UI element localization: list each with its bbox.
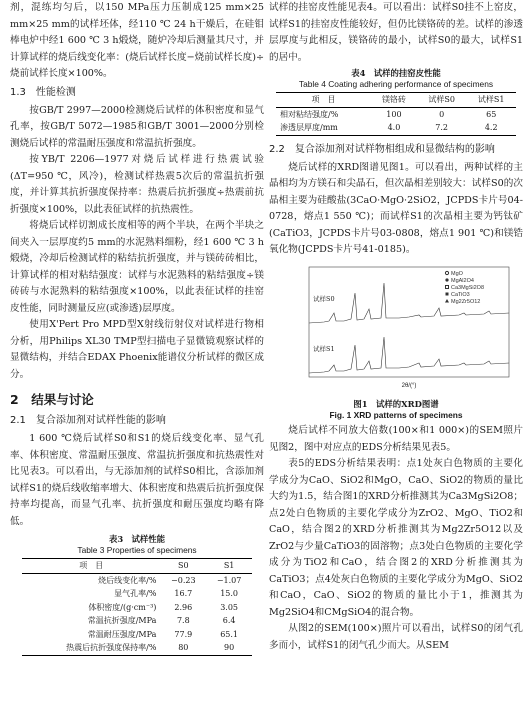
table4-caption-cn: 表4 试样的挂窑皮性能	[351, 68, 441, 78]
section-heading-2-2: 2.2 复合添加剂对试样物相组成和显微结构的影响	[269, 143, 495, 155]
table-cell: 6.4	[222, 616, 236, 625]
paragraph: 表5的EDS分析结果表明：点1处灰白色物质的主要化学成分为CaO、SiO2和MgO，CaO、SiO2的物质的量比大约为1.5，结合图1的XRD分析推测其为Ca3MgSi2O8；点2处白色物质的主要化学成分为ZrO2、MgO、TiO2和CaO，结合图2的XRD分析推测其为Mg2Zr5O12以及ZrO2与少量CaTiO3的固溶物；点3处白色物质的主要化学成分为TiO2和CaO，结合图2的XRD分析推测其为CaTiO3；点4处灰白色物质的主要化学成分为MgO、SiO2和CaO，CaO、SiO2的物质的量比小于1，推测其为Mg2SiO4和CMgSiO4的混合物。	[269, 458, 523, 618]
table-row	[276, 107, 516, 121]
paragraph: 按YB/T 2206—1977对烧后试样进行热震试验(ΔT=950 ℃，风冷)，检测试样热震5次后的常温抗折强度，并计算其抗折强度保持率：热震后抗折强度÷热震前抗折强度×100%，以此表征试样的抗热震性。	[10, 154, 264, 215]
legend-label: MgO	[451, 270, 463, 277]
table-cell: −1.07	[216, 575, 242, 585]
table-cell: 7.8	[176, 616, 190, 625]
paragraph: 按GB/T 2997—2000检测烧后试样的体积密度和显气孔率，按GB/T 5072—1985和GB/T 3001—2000分别检测烧后试样的常温耐压强度和常温抗折强度。	[10, 104, 264, 149]
figure-caption-cn: 图1 试样的XRD图谱	[353, 399, 439, 409]
paragraph: 1 600 ℃烧后试样S0和S1的烧后线变化率、显气孔率、体积密度、常温耐压强度、常温抗折强度和抗热震性对比见表3。可以看出，与无添加剂的试样S0相比，含添加剂试样S1的烧后线收缩率增大、体积密度和热震后抗折强度保持率均提高，而显气孔率、抗折强度和耐压强度均略有降低。	[10, 433, 264, 527]
table-cell: 65	[486, 109, 497, 119]
section-heading-2-1: 2.1 复合添加剂对试样性能的影响	[10, 415, 166, 426]
plot-frame	[309, 267, 509, 377]
paragraph: 使用X'Pert Pro MPD型X射线衍射仪对试样进行物相分析，用Philips XL30 TMP型扫描电子显微镜观察试样的显微结构，并结合EDAX Phoenix能谱仪分析试样的微区成分。	[10, 319, 264, 380]
table-row	[22, 628, 252, 642]
paragraph: 烧后试样不同放大倍数(100×和1 000×)的SEM照片见图2，图中对应点的EDS分析结果见表5。	[269, 425, 523, 453]
paragraph: 从图2的SEM(100×)照片可以看出，试样S0的闭气孔多而小，试样S1的闭气孔少而大。从SEM	[269, 623, 523, 651]
table-cell: 常温抗折强度/MPa	[87, 616, 157, 625]
legend-label: Mg2Zr5O12	[451, 298, 481, 305]
table-header-row	[276, 93, 516, 108]
section-heading-1-3: 1.3 性能检测	[10, 86, 76, 98]
legend	[445, 271, 484, 305]
table-cell: 4.0	[387, 123, 401, 132]
table-cell: 相对粘结强度/%	[280, 109, 339, 119]
legend-marker	[445, 271, 448, 274]
table-cell: 烧后线变化率/%	[98, 575, 157, 585]
table-3	[22, 558, 252, 656]
table-header: S1	[223, 561, 235, 570]
table-cell: 热震后抗折强度保持率/%	[66, 643, 157, 652]
paragraph: 将烧后试样切割成长度相等的两个半块，在两个半块之间夹入一层厚度约5 mm的水泥熟料细粉，经1 600 ℃ 3 h煅烧，冷却后检测试样的粘结抗折强度，并与镁砖砖相比，计算试样的相对粘结强度：试样与水泥熟料的粘结强度÷镁砖砖与水泥熟料的粘结强度×100%，以此表征试样的挂窑皮性能，同时测量反应(或渗透)层厚度。	[10, 220, 264, 314]
figure-caption-en: Fig. 1 XRD patterns of specimens	[329, 410, 463, 420]
table3-caption-cn: 表3 试样性能	[108, 534, 166, 544]
legend-label: Ca3MgSi2O8	[451, 284, 485, 291]
table-header: 试样S1	[477, 95, 505, 104]
table-header: 项 目	[311, 95, 336, 104]
table-header-row	[22, 559, 252, 574]
xrd-figure	[269, 263, 523, 422]
table-cell: 90	[224, 643, 235, 652]
table-cell: 16.7	[174, 589, 193, 598]
table-cell: 4.2	[484, 123, 498, 132]
table-cell: 2.96	[174, 602, 193, 612]
legend-marker	[445, 278, 448, 281]
table-header: 试样S0	[428, 95, 455, 104]
table-cell: 体积密度/(g·cm⁻³)	[88, 602, 157, 612]
section-heading-2: 2 结果与讨论	[10, 392, 94, 407]
legend-marker	[446, 285, 449, 288]
table-cell: 100	[386, 109, 402, 119]
label-s1: 试样S1	[313, 344, 335, 353]
table-row	[22, 601, 252, 615]
paragraph: 烧后试样的XRD图谱见图1。可以看出，两种试样的主晶相均为方镁石和尖晶石，但次晶相差别较大：试样S0的次晶相主要为硅酸盐(3CaO·MgO·2SiO2，JCPDS卡片号04-0728，熔点1 550 ℃)；而试样S1的次晶相主要为钙钛矿(CaTiO3，JCPDS卡片号03-0808，熔点1 901 ℃)和镁锆氧化物(JCPDS卡片号41-0185)。	[269, 161, 523, 255]
right-column	[269, 0, 523, 654]
legend-marker	[445, 299, 449, 303]
label-s0: 试样S0	[313, 294, 335, 303]
table-cell: 显气孔率/%	[114, 589, 157, 598]
legend-label: CaTiO3	[451, 291, 470, 298]
table-row	[22, 587, 252, 601]
table-4	[276, 92, 516, 136]
table-cell: 65.1	[220, 629, 238, 639]
table-cell: 常温耐压强度/MPa	[87, 629, 157, 639]
table3-caption-en: Table 3 Properties of specimens	[77, 545, 197, 555]
table4-caption-en: Table 4 Coating adhering performance of specimens	[298, 79, 494, 89]
left-column	[10, 0, 264, 662]
table-row	[276, 121, 516, 135]
table-row	[22, 614, 252, 628]
table-row	[22, 641, 252, 655]
table-header: 镁铬砖	[381, 95, 406, 104]
legend-label: MgAl2O4	[451, 277, 474, 284]
table-cell: 渗透层厚度/mm	[280, 123, 338, 132]
table-cell: −0.23	[171, 575, 196, 585]
table-header: S0	[178, 561, 189, 570]
x-axis-label: 2θ/(°)	[401, 382, 417, 389]
xrd-chart	[269, 263, 523, 393]
paragraph: 剂，混练均匀后，以150 MPa压力压制成125 mm×25 mm×25 mm的试样坯体，经110 ℃ 24 h干燥后，在硅钼棒电炉中经1 600 ℃ 3 h煅烧，随炉冷却后测量其尺寸，并计算试样的烧后线变化率：(烧后试样长度−烧前试样长度)÷烧前试样长度×100%。	[10, 2, 264, 79]
table-cell: 0	[439, 109, 445, 119]
table-header: 项 目	[79, 561, 104, 570]
table-cell: 15.0	[220, 589, 238, 598]
xrd-line-s1	[309, 337, 509, 373]
legend-marker	[446, 292, 449, 295]
table-cell: 3.05	[220, 602, 238, 612]
table-cell: 7.2	[435, 123, 449, 132]
table-row	[22, 573, 252, 587]
paragraph: 试样的挂窑皮性能见表4。可以看出：试样S0挂不上窑皮，试样S1的挂窑皮性能较好，但仍比镁铬砖的差。试样的渗透层厚度与此相反，镁铬砖的最小，试样S0的最大，试样S1的居中。	[269, 2, 523, 63]
table-cell: 77.9	[174, 629, 193, 639]
table-cell: 80	[178, 643, 189, 652]
